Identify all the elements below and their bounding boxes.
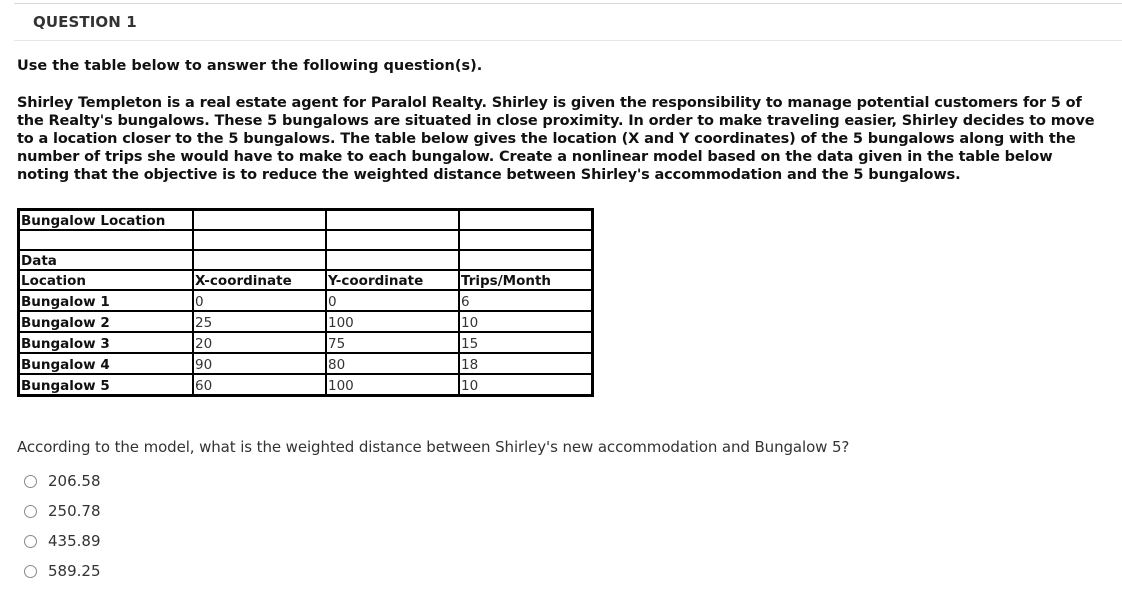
option-label: 435.89 bbox=[48, 532, 101, 550]
option-label: 250.78 bbox=[48, 502, 101, 520]
option-label: 206.58 bbox=[48, 472, 101, 490]
heading-divider bbox=[14, 40, 1122, 41]
data-label: Data bbox=[19, 250, 193, 270]
option-label: 589.25 bbox=[48, 562, 101, 580]
intro-text: Use the table below to answer the following question(s). bbox=[17, 58, 483, 74]
header-y: Y-coordinate bbox=[326, 270, 459, 290]
bungalow-table bbox=[17, 208, 594, 397]
radio-button[interactable] bbox=[24, 565, 37, 578]
problem-paragraph: Shirley Templeton is a real estate agent for Paralol Realty. Shirley is given the responsibility to manage potential customers for 5 of the Realty's bungalows. These 5 bungalows are situated in close proximity. In order to make traveling easier, Shirley decides to move to a location closer to the 5 bungalows. The table below gives the location (X and Y coordinates) of the 5 bungalows along with the number of trips she would have to make to each bungalow. Create a nonlinear model based on the data given in the table below noting that the objective is to reduce the weighted distance between Shirley's accommodation and the 5 bungalows. bbox=[17, 95, 1095, 183]
answer-options bbox=[24, 466, 101, 586]
question-prompt: According to the model, what is the weighted distance between Shirley's new accommodation and Bungalow 5? bbox=[17, 438, 850, 456]
question-heading: QUESTION 1 bbox=[33, 13, 137, 31]
table-row: Bungalow 5 60 100 10 bbox=[19, 374, 592, 395]
top-divider bbox=[14, 3, 1122, 4]
radio-button[interactable] bbox=[24, 475, 37, 488]
answer-option-4[interactable] bbox=[24, 556, 101, 586]
table-row: Bungalow 3 20 75 15 bbox=[19, 332, 592, 353]
table-row: Bungalow 4 90 80 18 bbox=[19, 353, 592, 374]
answer-option-1[interactable] bbox=[24, 466, 101, 496]
radio-button[interactable] bbox=[24, 505, 37, 518]
header-location: Location bbox=[19, 270, 193, 290]
table-row: Bungalow 2 25 100 10 bbox=[19, 311, 592, 332]
table-title: Bungalow Location bbox=[19, 210, 193, 230]
header-x: X-coordinate bbox=[193, 270, 326, 290]
answer-option-2[interactable] bbox=[24, 496, 101, 526]
answer-option-3[interactable] bbox=[24, 526, 101, 556]
table-row: Bungalow 1 0 0 6 bbox=[19, 290, 592, 311]
header-trips: Trips/Month bbox=[459, 270, 592, 290]
radio-button[interactable] bbox=[24, 535, 37, 548]
